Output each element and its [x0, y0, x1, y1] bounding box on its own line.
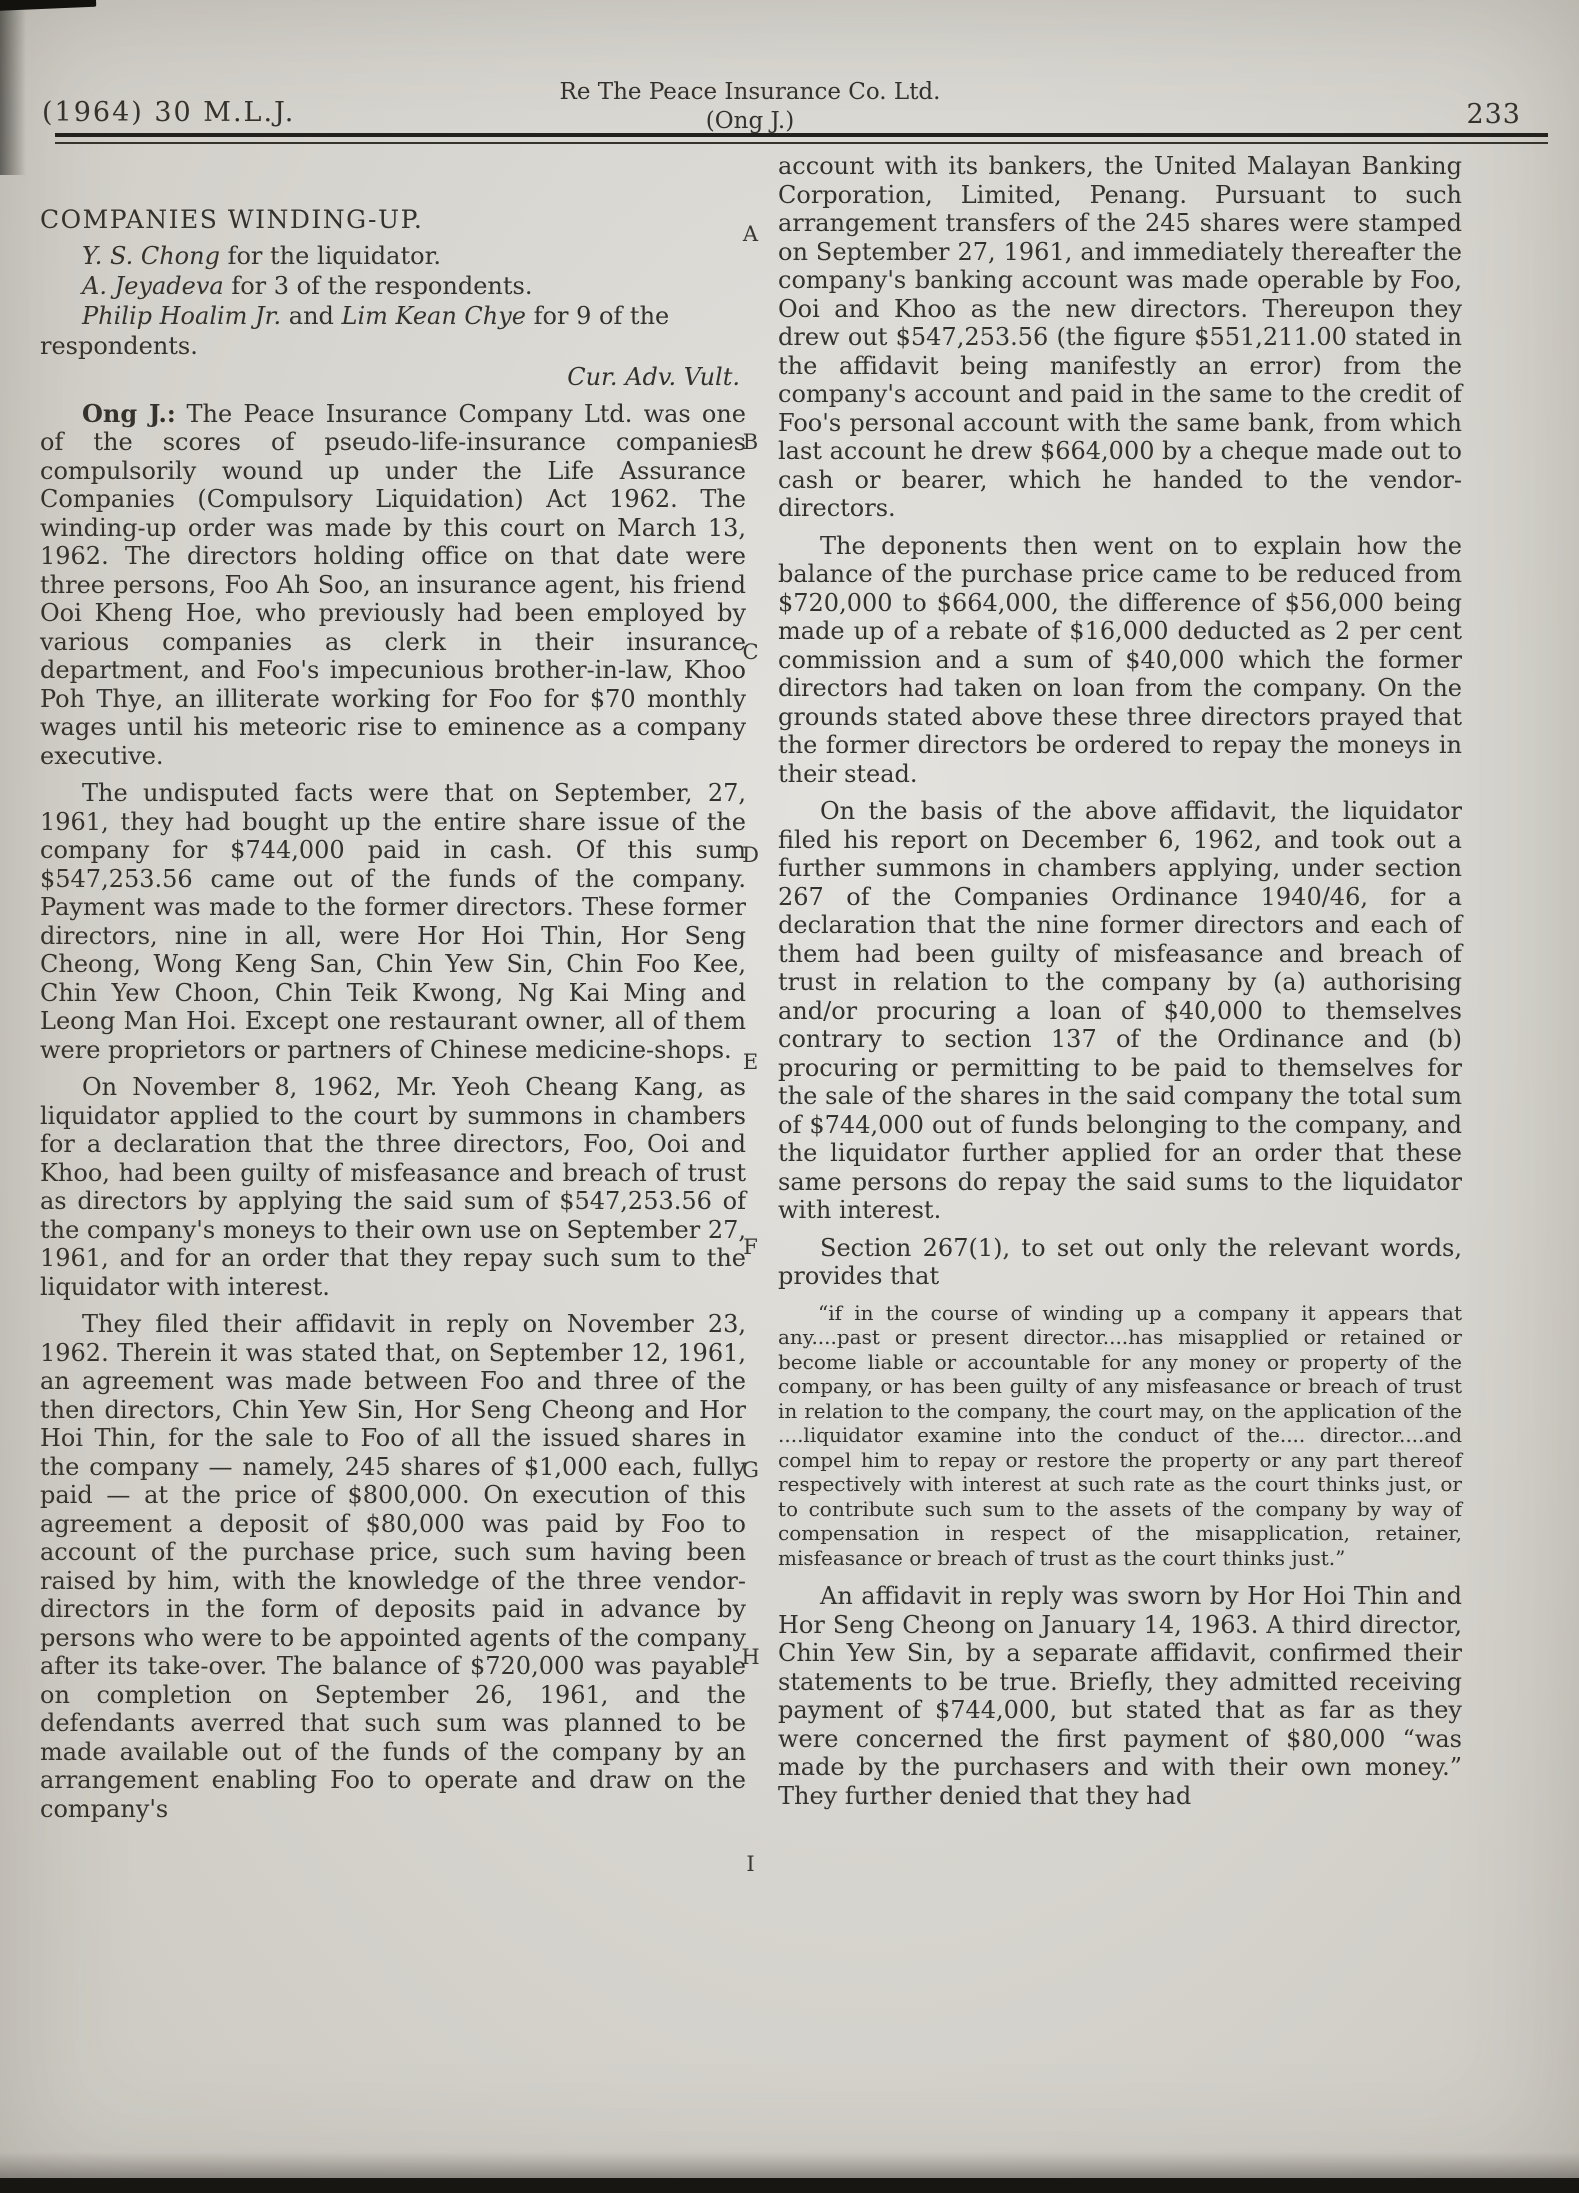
statute-quotation: “if in the course of winding up a company it appears that any....past or present director....has misapplied or retained or become liable or accountable for any money or property of the company, or has been guilty of any misfeasance or breach of trust in relation to the company, the court may, on the application of the ....liquidator examine into the conduct of the.... director....and compel him to repay or restore the property or any part thereof respectively with interest at such rate as the court thinks just, or to contribute such sum to the assets of the company by way of compensation in respect of the misapplication, retainer, misfeasance or breach of trust as the court thinks just.”: [778, 1300, 1462, 1570]
running-header: [400, 78, 1100, 136]
counsel-role: for the liquidator.: [219, 242, 442, 270]
body-paragraph: On November 8, 1962, Mr. Yeoh Cheang Kang, as liquidator applied to the court by summons in chambers for a declaration that the three directors, Foo, Ooi and Khoo, had been guilty of misfeasance and breach of trust as directors by applying the said sum of $547,253.56 of the company's moneys to their own use on September 27, 1961, and for an order that they repay such sum to the liquidator with interest.: [40, 1073, 746, 1301]
body-paragraph: On the basis of the above affidavit, the liquidator filed his report on December 6, 1962, and took out a further summons in chambers applying, under section 267 of the Companies Ordinance 1940/46, for a declaration that the nine former directors and each of them had been guilty of misfeasance and breach of trust in relation to the company by (a) authorising and/or procuring a loan of $40,000 to themselves contrary to section 137 of the Ordinance and (b) procuring or permitting to be paid to themselves for the sale of the shares in the said company the total sum of $744,000 out of funds belonging to the company, and the liquidator further applied for an order that these same persons do repay the said sums to the liquidator with interest.: [778, 797, 1462, 1224]
margin-letter-e: E: [742, 1050, 760, 1074]
margin-letter-f: F: [743, 1235, 759, 1259]
body-paragraph: An affidavit in reply was sworn by Hor Hoi Thin and Hor Seng Cheong on January 14, 1963. A third director, Chin Yew Sin, by a separate affidavit, confirmed their statements to be true. Briefly, they admitted receiving payment of $744,000, but stated that as far as they were concerned the first payment of $80,000 “was made by the purchasers and with their own money.” They further denied that they had: [778, 1582, 1462, 1810]
left-column: [40, 205, 746, 1832]
body-paragraph-continuation: account with its bankers, the United Malayan Banking Corporation, Limited, Penang. Pursuant to such arrangement transfers of the 245 shares were stamped on September 27, 1961, and immediately thereafter the company's banking account was made operable by Foo, Ooi and Khoo as the new directors. Thereupon they drew out $547,253.56 (the figure $551,211.00 stated in the affidavit being manifestly an error) from the company's account and paid in the same to the credit of Foo's personal account with the same bank, from which last account he drew $664,000 by a cheque made out to cash or bearer, which he handed to the vendor-directors.: [778, 152, 1462, 522]
cur-adv-vult-note: Cur. Adv. Vult.: [567, 363, 740, 391]
right-column: [778, 152, 1462, 1819]
margin-letter-b: B: [742, 430, 760, 454]
margin-letter-i: I: [746, 1852, 756, 1876]
judgment-opening-paragraph: [40, 400, 746, 771]
scan-artifact-bottom-bar: [0, 2178, 1579, 2193]
counsel-conjunction: and: [281, 302, 342, 330]
scan-artifact-left-edge: [0, 0, 26, 175]
margin-letter-d: D: [742, 843, 760, 867]
counsel-role: for 9 of the respondents.: [40, 302, 670, 360]
margin-letter-h: H: [741, 1645, 761, 1669]
body-paragraph: They filed their affidavit in reply on November 23, 1962. Therein it was stated that, on September 12, 1961, an agreement was made between Foo and three of the then directors, Chin Yew Sin, Hor Seng Cheong and Hor Hoi Thin, for the sale to Foo of all the issued shares in the company — namely, 245 shares of $1,000 each, fully paid — at the price of $800,000. On execution of this agreement a deposit of $80,000 was paid by Foo to account of the purchase price, such sum having been raised by him, with the knowledge of the three vendor-directors in the form of deposits paid in advance by persons who were to be appointed agents of the company after its take-over. The balance of $720,000 was payable on completion on September 26, 1961, and the defendants averred that such sum was planned to be made available out of the funds of the company by an arrangement enabling Foo to operate and draw on the company's: [40, 1310, 746, 1823]
margin-letter-c: C: [742, 640, 760, 664]
margin-letter-a: A: [742, 222, 760, 246]
body-paragraph: The deponents then went on to explain how the balance of the purchase price came to be reduced from $720,000 to $664,000, the difference of $56,000 being made up of a rebate of $16,000 deducted as 2 per cent commission and a sum of $40,000 which the former directors had taken on loan from the company. On the grounds stated above these three directors prayed that the former directors be ordered to repay the moneys in their stead.: [778, 531, 1462, 788]
body-paragraph: The undisputed facts were that on September, 27, 1961, they had bought up the entire share issue of the company for $744,000 paid in cash. Of this sum $547,253.56 came out of the funds of the company. Payment was made to the former directors. These former directors, nine in all, were Hor Hoi Thin, Hor Seng Cheong, Wong Keng San, Chin Yew Sin, Chin Foo Kee, Chin Yew Choon, Chin Teik Kwong, Ng Kai Ming and Leong Man Hoi. Except one restaurant owner, all of them were proprietors or partners of Chinese medicine-shops.: [40, 779, 746, 1064]
paragraph-text: The Peace Insurance Company Ltd. was one of the scores of pseudo-life-insurance companies compulsorily wound up under the Life Assurance Companies (Compulsory Liquidation) Act 1962. The winding-up order was made by this court on March 13, 1962. The directors holding office on that date were three persons, Foo Ah Soo, an insurance agent, his friend Ooi Kheng Hoe, who previously had been employed by various companies as clerk in their insurance department, and Foo's impecunious brother-in-law, Khoo Poh Thye, an illiterate working for Foo for $70 monthly wages until his meteoric rise to eminence as a company executive.: [40, 399, 746, 770]
page-number: 233: [1466, 99, 1521, 130]
counsel-line-liquidator: [40, 241, 746, 271]
margin-letter-g: G: [742, 1458, 760, 1482]
counsel-name: A. Jeyadeva: [82, 272, 224, 300]
counsel-name: Lim Kean Chye: [341, 302, 526, 330]
judge-name: (Ong J.): [705, 108, 795, 134]
counsel-name: Y. S. Chong: [82, 242, 220, 270]
counsel-name: Philip Hoalim Jr.: [82, 302, 282, 330]
scan-artifact-bottom-fade: [0, 2152, 1579, 2178]
counsel-line-nine-respondents: [40, 301, 746, 361]
header-divider-rule: [55, 133, 1548, 144]
case-name: Re The Peace Insurance Co. Ltd.: [559, 79, 941, 105]
judge-lead-in: Ong J.:: [82, 398, 176, 428]
volume-citation: (1964) 30 M.L.J.: [42, 97, 296, 128]
body-paragraph: Section 267(1), to set out only the relevant words, provides that: [778, 1233, 1462, 1290]
counsel-line-three-respondents: [40, 271, 746, 301]
section-heading: COMPANIES WINDING-UP.: [40, 205, 424, 234]
counsel-role: for 3 of the respondents.: [223, 272, 533, 300]
